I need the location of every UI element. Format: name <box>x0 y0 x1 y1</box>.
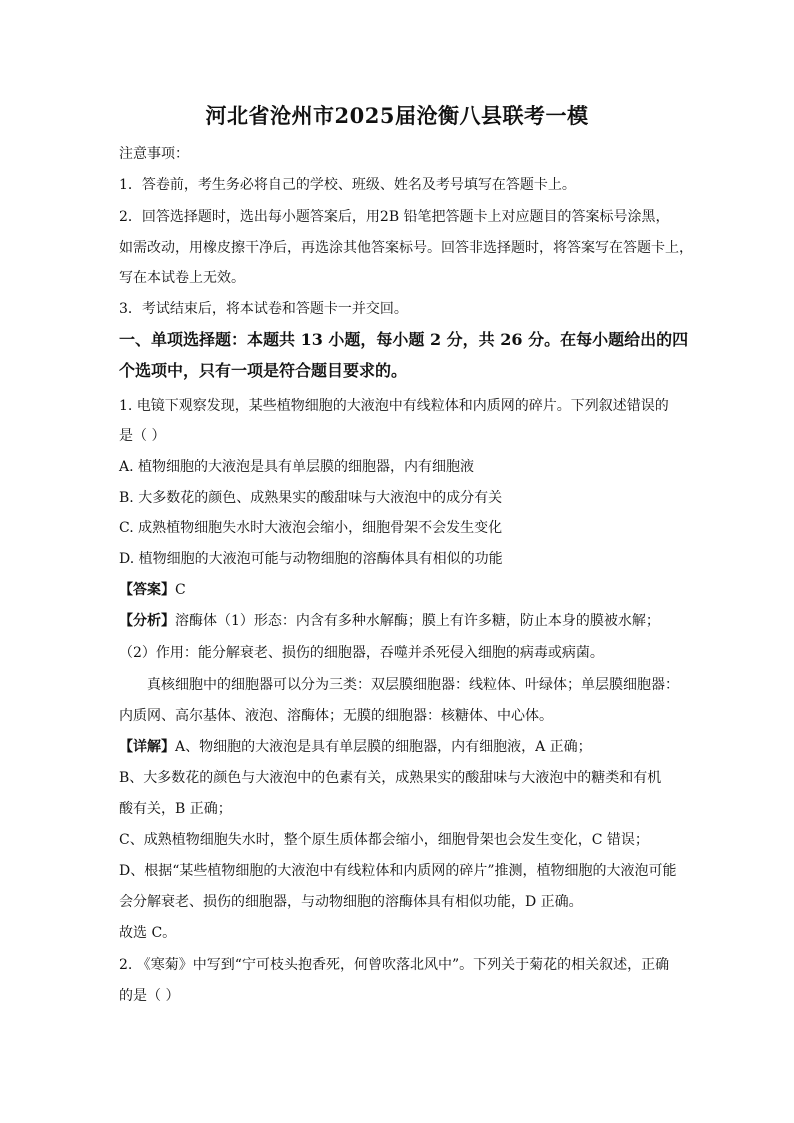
detail-tag: 【详解】 <box>119 739 175 755</box>
detail-line: C、成熟植物细胞失水时，整个原生质体都会缩小，细胞骨架也会发生变化，C 错误； <box>119 832 649 848</box>
notice-line: 写在本试卷上无效。 <box>119 270 245 286</box>
notice-line: 1．答卷前，考生务必将自己的学校、班级、姓名及考号填写在答题卡上。 <box>119 177 576 193</box>
analysis-line <box>119 611 679 631</box>
option-a: A. 植物细胞的大液泡是具有单层膜的细胞器，内有细胞液 <box>119 459 475 475</box>
notice-heading: 注意事项： <box>119 146 189 162</box>
answer-value: C <box>175 582 186 598</box>
notice-line: 如需改动，用橡皮擦干净后，再选涂其他答案标号。回答非选择题时，将答案写在答题卡上， <box>119 240 693 256</box>
detail-line: 故选 C。 <box>119 925 177 941</box>
analysis-line: （2）作用：能分解衰老、损伤的细胞器，吞噬并杀死侵入细胞的病毒或病菌。 <box>119 645 604 661</box>
document-title: 河北省沧州市2025届沧衡八县联考一模 <box>205 103 589 128</box>
question-stem: 是（ ） <box>119 428 166 444</box>
answer-tag: 【答案】 <box>119 582 175 598</box>
question-stem: 的是（ ） <box>119 988 180 1004</box>
question-stem: 1. 电镜下观察发现，某些植物细胞的大液泡中有线粒体和内质网的碎片。下列叙述错误的 <box>119 398 669 414</box>
detail-line: D、根据“某些植物细胞的大液泡中有线粒体和内质网的碎片”推测，植物细胞的大液泡可能 <box>119 863 677 879</box>
detail-line: 会分解衰老、损伤的细胞器，与动物细胞的溶酶体具有相似功能，D 正确。 <box>119 894 583 910</box>
question-stem: 2. 《寒菊》中写到“宁可枝头抱香死，何曾吹落北风中”。下列关于菊花的相关叙述，正确 <box>119 957 670 973</box>
section-heading: 个选项中，只有一项是符合题目要求的。 <box>119 361 408 380</box>
analysis-text: 溶酶体（1）形态：内含有多种水解酶；膜上有许多糖，防止本身的膜被水解； <box>175 613 660 629</box>
detail-line: B、大多数花的颜色与大液泡中的色素有关，成熟果实的酸甜味与大液泡中的糖类和有机 <box>119 770 662 786</box>
notice-line: 2．回答选择题时，选出每小题答案后，用2B 铅笔把答题卡上对应题目的答案标号涂黑， <box>119 209 670 225</box>
detail-text: A、物细胞的大液泡是具有单层膜的细胞器，内有细胞液，A 正确； <box>175 739 592 755</box>
section-heading: 一、单项选择题：本题共 13 小题，每小题 2 分，共 26 分。在每小题给出的四 <box>119 330 689 349</box>
detail-line: 酸有关，B 正确； <box>119 801 232 817</box>
detail-line <box>119 737 679 757</box>
option-c: C. 成熟植物细胞失水时大液泡会缩小，细胞骨架不会发生变化 <box>119 520 503 536</box>
notice-line: 3．考试结束后，将本试卷和答题卡一并交回。 <box>119 301 408 317</box>
analysis-tag: 【分析】 <box>119 613 175 629</box>
answer-line <box>119 580 679 600</box>
option-b: B. 大多数花的颜色、成熟果实的酸甜味与大液泡中的成分有关 <box>119 490 503 506</box>
option-d: D. 植物细胞的大液泡可能与动物细胞的溶酶体具有相似的功能 <box>119 551 503 567</box>
analysis-line: 内质网、高尔基体、液泡、溶酶体；无膜的细胞器：核糖体、中心体。 <box>119 708 553 724</box>
analysis-line: 真核细胞中的细胞器可以分为三类：双层膜细胞器：线粒体、叶绿体；单层膜细胞器： <box>147 677 679 693</box>
